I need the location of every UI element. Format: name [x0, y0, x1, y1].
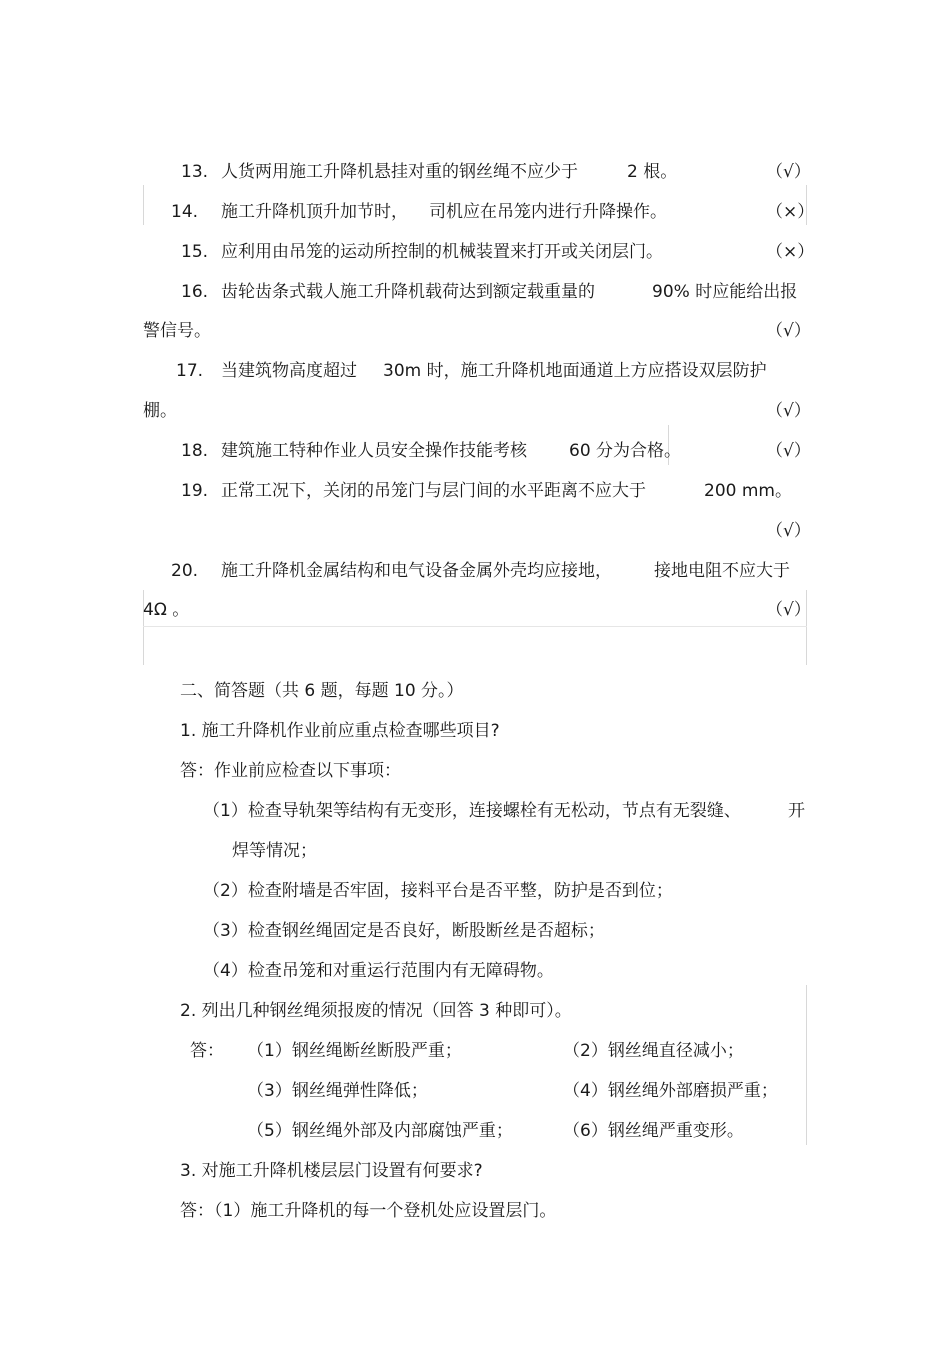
- tf-question-number: 15.: [181, 242, 209, 262]
- tf-question-text: 施工升降机顶升加节时，: [221, 202, 408, 222]
- tf-question-text: 人货两用施工升降机悬挂对重的钢丝绳不应少于: [221, 162, 578, 182]
- question-title: 2. 列出几种钢丝绳须报废的情况（回答 3 种即可）。: [180, 1001, 572, 1021]
- tf-answer-mark: （×）: [766, 202, 815, 222]
- answer-item: （3）检查钢丝绳固定是否良好，断股断丝是否超标；: [203, 921, 605, 941]
- answer-item: （2）钢丝绳直径减小；: [563, 1041, 744, 1061]
- answer-item: （4）钢丝绳外部磨损严重；: [563, 1081, 778, 1101]
- answer-item: （1）钢丝绳断丝断股严重；: [247, 1041, 462, 1061]
- tf-question-text: 应利用由吊笼的运动所控制的机械装置来打开或关闭层门。: [221, 242, 663, 262]
- tf-question-value: 60 分为合格。: [569, 441, 682, 461]
- answer-item: （5）钢丝绳外部及内部腐蚀严重；: [247, 1121, 513, 1141]
- tf-question-continuation: 4Ω 。: [143, 600, 190, 620]
- answer-item: （2）检查附墙是否牢固，接料平台是否平整，防护是否到位；: [203, 881, 673, 901]
- answer-item: （3）钢丝绳弹性降低；: [247, 1081, 428, 1101]
- tf-question-number: 20.: [171, 561, 199, 581]
- tf-question-number: 17.: [176, 361, 204, 381]
- tf-answer-mark: （√）: [766, 162, 811, 182]
- tf-question-number: 18.: [181, 441, 209, 461]
- tf-answer-mark: （√）: [766, 441, 811, 461]
- tf-answer-mark: （√）: [766, 521, 811, 541]
- tf-question-value: 90% 时应能给出报: [652, 282, 798, 302]
- answer-item: （4）检查吊笼和对重运行范围内有无障碍物。: [203, 961, 554, 981]
- tf-question-number: 19.: [181, 481, 209, 501]
- tf-question-value: 30m 时，施工升降机地面通道上方应搭设双层防护: [383, 361, 767, 381]
- scan-line: [806, 985, 807, 1145]
- question-title: 3. 对施工升降机楼层层门设置有何要求?: [180, 1161, 483, 1181]
- answer-intro: 答：作业前应检查以下事项：: [180, 761, 401, 781]
- tf-question-continuation: 棚。: [143, 401, 177, 421]
- tf-question-number: 14.: [171, 202, 199, 222]
- tf-answer-mark: （×）: [766, 242, 815, 262]
- tf-question-text: 正常工况下，关闭的吊笼门与层门间的水平距离不应大于: [221, 481, 646, 501]
- tf-question-value: 接地电阻不应大于: [654, 561, 790, 581]
- tf-question-number: 13.: [181, 162, 209, 182]
- answer-item: （6）钢丝绳严重变形。: [563, 1121, 744, 1141]
- section-heading: 二、简答题（共 6 题，每题 10 分。）: [180, 681, 464, 701]
- tf-question-value: 2 根。: [627, 162, 678, 182]
- tf-question-text: 建筑施工特种作业人员安全操作技能考核: [221, 441, 527, 461]
- tf-question-value: 司机应在吊笼内进行升降操作。: [429, 202, 667, 222]
- tf-answer-mark: （√）: [766, 600, 811, 620]
- tf-question-text: 齿轮齿条式载人施工升降机载荷达到额定载重量的: [221, 282, 595, 302]
- scan-line: [143, 626, 807, 627]
- tf-answer-mark: （√）: [766, 401, 811, 421]
- answer-item-continuation: 焊等情况；: [232, 841, 317, 861]
- scan-line: [143, 185, 144, 225]
- answer-text: 答：（1）施工升降机的每一个登机处应设置层门。: [180, 1201, 557, 1221]
- tf-question-text: 当建筑物高度超过: [221, 361, 357, 381]
- tf-question-number: 16.: [181, 282, 209, 302]
- tf-answer-mark: （√）: [766, 321, 811, 341]
- tf-question-text: 施工升降机金属结构和电气设备金属外壳均应接地，: [221, 561, 612, 581]
- answer-item: （1）检查导轨架等结构有无变形，连接螺栓有无松动，节点有无裂缝、: [203, 801, 741, 821]
- tf-question-continuation: 警信号。: [143, 321, 211, 341]
- question-title: 1. 施工升降机作业前应重点检查哪些项目?: [180, 721, 500, 741]
- answer-label: 答：: [190, 1041, 224, 1061]
- answer-item-tail: 开: [788, 801, 805, 821]
- tf-question-value: 200 mm。: [704, 481, 792, 501]
